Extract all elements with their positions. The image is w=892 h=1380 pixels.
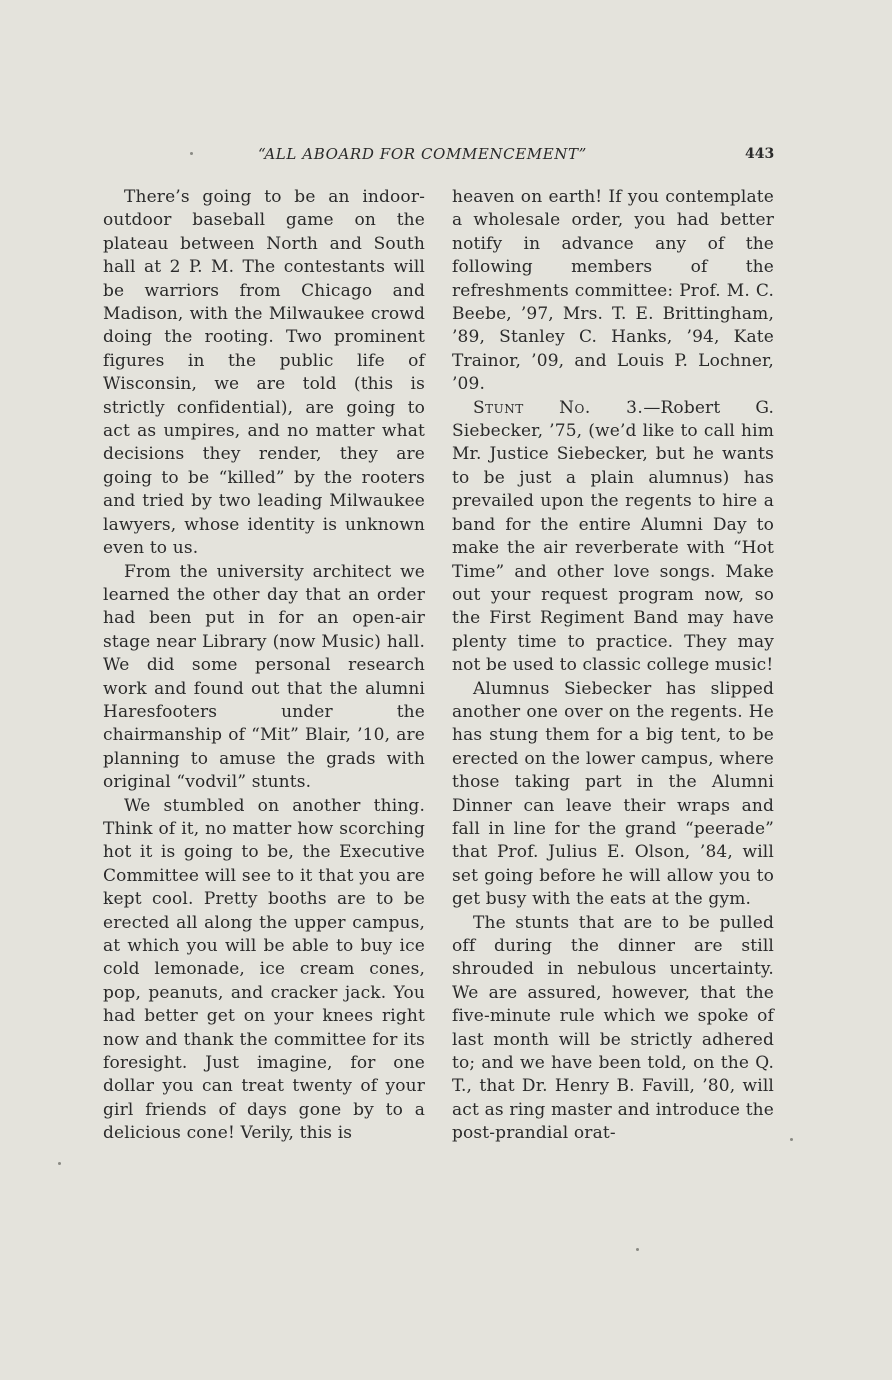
stunt-heading: Stunt No. 3. [473,397,644,418]
paragraph-big-tent: Alumnus Siebecker has slipped another one over on the regents. He has stung them for a big tent, to be erected on the lower campus, where those taking part in the Alumni Dinner can leave their wraps and fall in line for the grand “peerade” that Prof. Julius E. Olson, ’84, will set going before he will allow you to get busy with the eats at the gym. [452,678,774,910]
right-column [452,186,774,1146]
left-column [103,186,425,1146]
paper-speck [190,152,193,155]
paragraph-refreshment-booths: We stumbled on another thing. Think of it, no matter how scorching hot it is going to be, the Executive Committee will see to it that you are kept cool. Pretty booths are to be erected all along the upper campus, at which you will be able to buy ice cold lemonade, ice cream cones, pop, peanuts, and cracker jack. You had better get on your knees right now and thank the committee for its foresight. Just imagine, for one dollar you can treat twenty of your girl friends of days gone by to a delicious cone! Verily, this is [103,795,425,1144]
paper-speck [790,1138,793,1141]
running-title: “ALL ABOARD FOR COMMENCEMENT” [258,145,587,163]
paragraph-dinner-stunts: The stunts that are to be pulled off during the dinner are still shrouded in nebulous uncertainty. We are assured, however, that the five-minute rule which we spoke of last month will be strictly adhered to; and we have been told, on the Q. T., that Dr. Henry B. Favill, ’80, will act as ring master and introduce the post-prandial orat- [452,912,774,1144]
paragraph-refreshments-committee: heaven on earth! If you contemplate a wholesale order, you had better notify in advance any of the following members of the refreshments committee: Prof. M. C. Beebe, ’97, Mrs. T. E. Brittingham, ’89, Stanley C. Hanks, ’94, Kate Trainor, ’09, and Louis P. Lochner, ’09. [452,187,774,395]
page-number: 443 [745,146,775,162]
page-header [0,145,892,167]
paper-speck [636,1248,639,1251]
paragraph-stunt-3 [452,397,774,678]
paper-speck [58,1162,61,1165]
paragraph-open-air-stage: From the university architect we learned the other day that an order had been put in for an open-air stage near Library (now Music) hall. We did some personal research work and found out that the alumni Haresfooters under the chairmanship of “Mit” Blair, ’10, are planning to amuse the grads with original “vodvil” stunts. [103,561,425,793]
paragraph-baseball-game: There’s going to be an indoor-outdoor baseball game on the plateau between North and South hall at 2 P. M. The contestants will be warriors from Chicago and Madison, with the Milwaukee crowd doing the rooting. Two prominent figures in the public life of Wisconsin, we are told (this is strictly confidential), are going to act as umpires, and no matter what decisions they render, they are going to be “killed” by the rooters and tried by two leading Milwaukee lawyers, whose identity is unknown even to us. [103,187,425,559]
stunt-3-body: —Robert G. Siebecker, ’75, (we’d like to call him Mr. Justice Siebecker, but he wants to be just a plain alumnus) has prevailed upon the regents to hire a band for the entire Alumni Day to make the air reverberate with “Hot Time” and other love songs. Make out your request program now, so the First Regiment Band may have plenty time to practice. They may not be used to classic college music! [452,397,774,676]
